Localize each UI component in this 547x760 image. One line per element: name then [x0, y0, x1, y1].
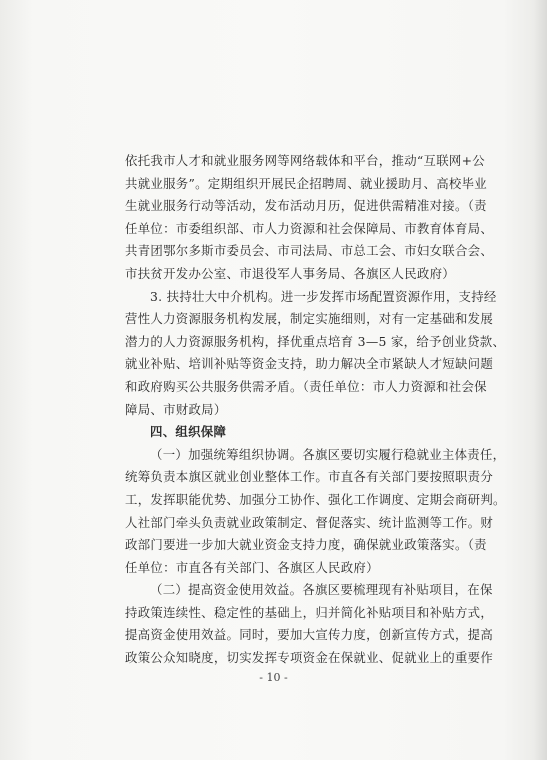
paragraph-2-start: （二）提高资金使用效益。各旗区要梳理现有补贴项目，在保 [150, 582, 493, 598]
text-line: 和政府购买公共服务供需矛盾。（责任单位：市人力资源和社会保 [125, 378, 487, 394]
text-line: 工，发挥职能优势、加强分工协作、强化工作调度、定期会商研判。 [125, 491, 506, 507]
text-line: 人社部门牵头负责就业政策制定、督促落实、统计监测等工作。财 [125, 514, 494, 530]
text-line: 政部门要进一步加大就业资金支持力度，确保就业政策落实。（责 [125, 537, 487, 553]
text-line: 市扶贫开发办公室、市退役军人事务局、各旗区人民政府） [125, 265, 455, 281]
body-text [125, 150, 506, 670]
paragraph-3-start: 3. 扶持壮大中介机构。进一步发挥市场配置资源作用，支持经 [150, 288, 497, 304]
text-line: 共就业服务”。定期组织开展民企招聘周、就业援助月、高校毕业 [125, 175, 487, 191]
text-line: 政策公众知晓度，切实发挥专项资金在保就业、促就业上的重要作 [125, 650, 494, 666]
page-number: - 10 - [259, 671, 288, 684]
section-heading: 四、组织保障 [150, 424, 227, 440]
text-line: 就业补贴、培训补贴等资金支持，助力解决全市紧缺人才短缺问题 [125, 356, 494, 372]
text-line: 依托我市人才和就业服务网等网络载体和平台，推动“互联网+公 [125, 153, 485, 168]
text-line: 持政策连续性、稳定性的基础上，归并简化补贴项目和补贴方式， [125, 604, 494, 620]
text-line: 提高资金使用效益。同时，要加大宣传力度，创新宣传方式，提高 [125, 627, 494, 643]
text-line: 任单位：市直各有关部门、各旗区人民政府） [125, 559, 379, 575]
text-line: 生就业服务行动等活动，发布活动月历，促进供需精准对接。（责 [125, 198, 487, 214]
text-line: 共青团鄂尔多斯市委员会、市司法局、市总工会、市妇女联合会、 [125, 243, 494, 259]
text-line: 潜力的人力资源服务机构，择优重点培育 3—5 家，给予创业贷款、 [125, 333, 506, 349]
text-line: 统筹负责本旗区就业创业整体工作。市直各有关部门要按照职责分 [125, 469, 494, 485]
page-edge-shadow [533, 0, 547, 760]
text-line: 障局、市财政局） [125, 401, 227, 417]
text-line: 营性人力资源服务机构发展，制定实施细则，对有一定基础和发展 [125, 311, 494, 327]
text-line: 任单位：市委组织部、市人力资源和社会保障局、市教育体育局、 [125, 220, 494, 236]
paragraph-1-start: （一）加强统筹组织协调。各旗区要切实履行稳就业主体责任， [150, 446, 506, 462]
